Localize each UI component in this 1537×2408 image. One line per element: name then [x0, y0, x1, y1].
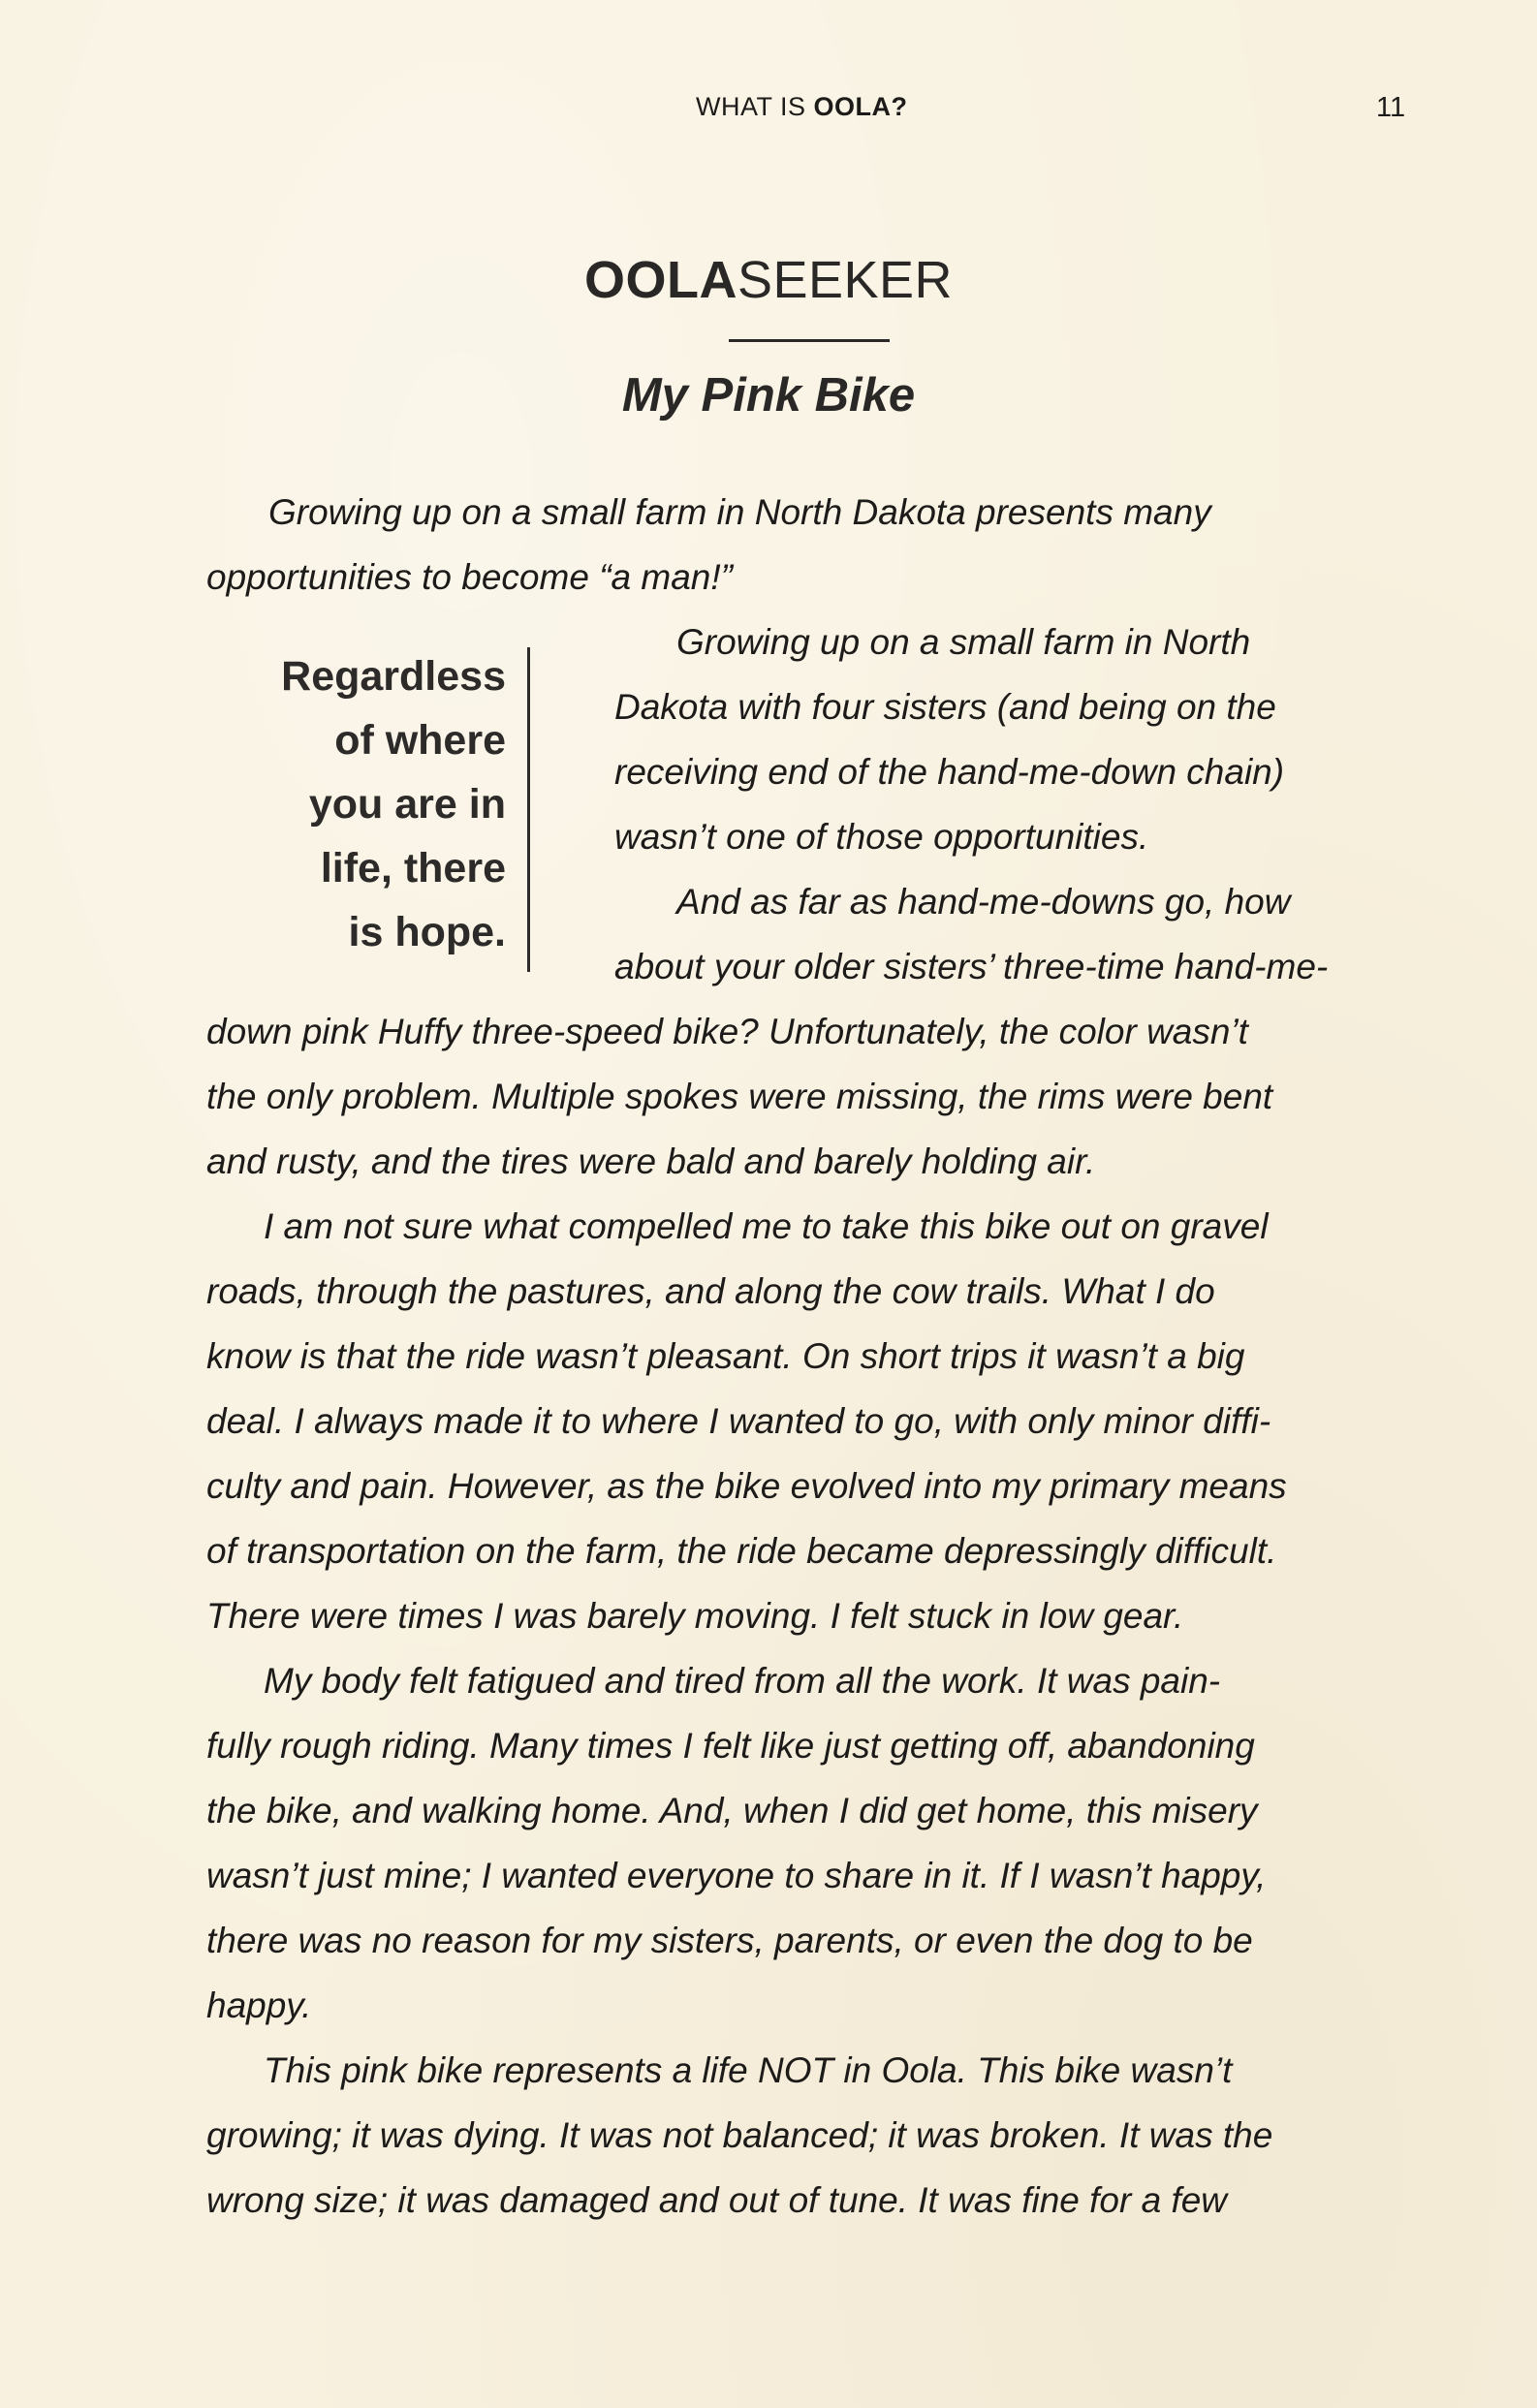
body-line: culty and pain. However, as the bike evolved into my primary means — [206, 1466, 1287, 1506]
pull-quote-line: you are in — [308, 781, 506, 828]
body-line: fully rough riding. Many times I felt like just getting off, abandoning — [206, 1726, 1255, 1766]
body-line: deal. I always made it to where I wanted to go, with only minor diffi- — [206, 1401, 1271, 1441]
body-line: know is that the ride wasn’t pleasant. On short trips it wasn’t a big — [206, 1336, 1245, 1376]
body-line: wrong size; it was damaged and out of tune. It was fine for a few — [206, 2180, 1228, 2220]
section-title-bold: OOLA — [583, 251, 737, 309]
body-line: growing; it was dying. It was not balanced; it was broken. It was the — [206, 2115, 1273, 2155]
body-line: Growing up on a small farm in North — [676, 622, 1251, 662]
body-line: of transportation on the farm, the ride became depressingly difficult. — [206, 1531, 1277, 1571]
page-number: 11 — [1376, 92, 1406, 123]
body-line: roads, through the pastures, and along the cow trails. What I do — [206, 1271, 1215, 1311]
pull-quote-line: Regardless — [281, 653, 506, 700]
body-line: the bike, and walking home. And, when I did get home, this misery — [206, 1791, 1258, 1830]
body-line: There were times I was barely moving. I felt stuck in low gear. — [206, 1596, 1184, 1636]
body-line: happy. — [206, 1986, 312, 2025]
title-divider — [729, 339, 890, 342]
pull-quote — [215, 644, 506, 964]
body-line: I am not sure what compelled me to take this bike out on gravel — [264, 1206, 1269, 1246]
body-line: about your older sisters’ three-time hand-me- — [614, 947, 1329, 986]
body-line: and rusty, and the tires were bald and barely holding air. — [206, 1141, 1096, 1181]
body-line: And as far as hand-me-downs go, how — [676, 882, 1291, 922]
body-line: Growing up on a small farm in North Dakota presents many — [268, 492, 1211, 532]
body-line: This pink bike represents a life NOT in Oola. This bike wasn’t — [264, 2050, 1233, 2090]
pull-quote-rule — [527, 647, 530, 972]
story-subtitle: My Pink Bike — [621, 369, 916, 422]
body-line: there was no reason for my sisters, parents, or even the dog to be — [206, 1921, 1253, 1960]
body-line: Dakota with four sisters (and being on the — [614, 687, 1276, 727]
body-line: receiving end of the hand-me-down chain) — [614, 752, 1285, 792]
body-line: wasn’t just mine; I wanted everyone to share in it. If I wasn’t happy, — [206, 1856, 1267, 1895]
running-head-prefix: WHAT IS — [696, 92, 814, 121]
running-head — [696, 92, 908, 122]
pull-quote-line: of where — [334, 717, 506, 764]
pull-quote-line: is hope. — [348, 909, 506, 955]
section-title-rest: SEEKER — [737, 251, 954, 309]
pull-quote-line: life, there — [320, 845, 506, 891]
body-line: opportunities to become “a man!” — [206, 557, 733, 597]
body-line: wasn’t one of those opportunities. — [614, 817, 1149, 857]
body-line: down pink Huffy three-speed bike? Unfortunately, the color wasn’t — [206, 1012, 1248, 1051]
body-line: the only problem. Multiple spokes were missing, the rims were bent — [206, 1077, 1273, 1116]
running-head-bold: OOLA? — [813, 92, 908, 121]
body-line: My body felt fatigued and tired from all the work. It was pain- — [264, 1661, 1221, 1701]
section-title — [0, 250, 1537, 310]
